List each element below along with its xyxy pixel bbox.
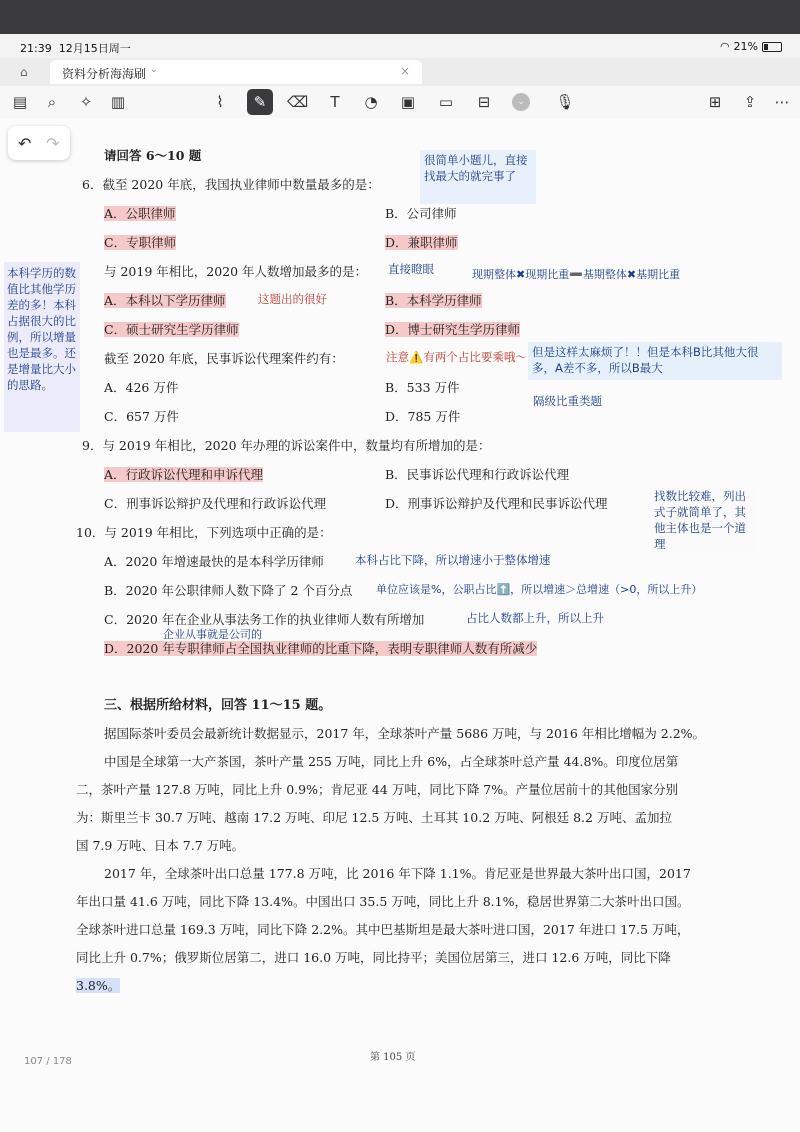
q7-option-a: A．本科以下学历律师 <box>104 293 226 308</box>
sticky-note-icon[interactable]: ▭ <box>438 93 454 111</box>
q9-option-d: D．刑事诉讼辩护及代理和民事诉讼代理 <box>385 496 608 511</box>
shapes-icon[interactable]: ◔ <box>364 93 378 111</box>
q7-option-c: C．硕士研究生学历律师 <box>104 322 239 337</box>
q8-option-c: C．657 万件 <box>104 409 179 424</box>
q9-stem: 9．与 2019 年相比，2020 年办理的诉讼案件中，数量均有所增加的是： <box>82 438 491 453</box>
para-line-8: 全球茶叶进口总量 169.3 万吨，同比下降 2.2%。其中巴基斯坦是最大茶叶进口国，2017 年进口 17.5 万吨， <box>76 922 690 937</box>
note-obvious[interactable]: 这题出的很好 <box>258 292 327 306</box>
tab-title: 资料分析海海刷 <box>62 67 147 81</box>
para-line-3: 二，茶叶产量 127.8 万吨，同比上升 0.9%；肯尼亚 44 万吨，同比下降 7%。产量位居前十的其他国家分别 <box>76 782 679 797</box>
share-icon[interactable]: ⇪ <box>743 93 757 111</box>
q8-option-a: A．426 万件 <box>104 380 179 395</box>
note-bigdiff[interactable]: 找数比较难，列出式子就简单了，其他主体也是一个道理 <box>652 486 756 552</box>
para-line-7: 年出口量 41.6 万吨，同比下降 13.4%。中国出口 35.5 万吨，同比上升 8.1%，稳居世界第二大茶叶出口国。 <box>76 894 690 909</box>
sticky-note-icon-2[interactable]: ⊟ <box>477 93 491 111</box>
para-line-10: 3.8%。 <box>76 978 121 993</box>
q9-option-b: B．民事诉讼代理和行政诉讼代理 <box>385 467 570 482</box>
q10-stem: 10．与 2019 年相比，下列选项中正确的是： <box>76 525 332 540</box>
undo-redo-control <box>8 126 70 160</box>
section-title: 请回答 6～10 题 <box>104 148 202 163</box>
q6-stem: 6．截至 2020 年底，我国执业律师中数量最多的是： <box>82 177 380 192</box>
note-formula[interactable]: 现期整体✖现期比重➖基期整体✖基期比重 <box>472 268 681 281</box>
toolbar <box>0 86 800 119</box>
q7-stem: 与 2019 年相比，2020 年人数增加最多的是： <box>104 264 368 279</box>
sidebar-icon[interactable]: ▤ <box>12 93 28 111</box>
para-line-5: 国 7.9 万吨、日本 7.7 万吨。 <box>76 838 245 853</box>
q7-option-d: D．博士研究生学历律师 <box>385 322 521 337</box>
para-line-9: 同比上升 0.7%；俄罗斯位居第二，进口 16.0 万吨，同比持平；美国位居第三，进口 12.6 万吨，同比下降 <box>76 950 671 965</box>
status-time: 21:39 12月15日周一 <box>20 42 131 55</box>
para-line-4: 为：斯里兰卡 30.7 万吨、越南 17.2 万吨、印尼 12.5 万吨、土耳其 10.2 万吨、阿根廷 8.2 万吨、孟加拉 <box>76 810 672 825</box>
q6-option-b: B．公司律师 <box>385 206 457 221</box>
more-chevron-icon[interactable]: ⌄ <box>512 93 530 111</box>
para-line-2: 中国是全球第一大产茶国，茶叶产量 255 万吨，同比上升 6%，占全球茶叶总产量 44.8%。印度位居第 <box>104 754 679 769</box>
more-icon[interactable]: ⋯ <box>774 93 790 111</box>
image-icon[interactable]: ▣ <box>400 93 416 111</box>
para-line-1: 据国际茶叶委员会最新统计数据显示，2017 年，全球茶叶产量 5686 万吨，与 2016 年相比增幅为 2.2%。 <box>104 726 706 741</box>
chevron-down-icon[interactable]: ⌄ <box>150 65 158 75</box>
q10-option-d: D．2020 年专职律师占全国执业律师的比重下降，表明专职律师人数有所减少 <box>104 641 538 656</box>
note-10b[interactable]: 单位应该是%，公职占比⬆️，所以增速＞总增速（>0，所以上升） <box>376 583 703 596</box>
q10-option-a: A．2020 年增速最快的是本科学历律师 <box>104 554 324 569</box>
tab-bar <box>0 58 800 86</box>
document-page[interactable] <box>0 118 800 1132</box>
q9-option-c: C．刑事诉讼辩护及代理和行政诉讼代理 <box>104 496 327 511</box>
note-simple[interactable]: 很简单小题儿，直接找最大的就完事了 <box>420 150 536 204</box>
status-bar <box>0 34 800 58</box>
q6-option-c: C．专职律师 <box>104 235 177 250</box>
microphone-icon[interactable]: 🎙 <box>555 93 575 111</box>
sparkle-icon[interactable]: ✧ <box>79 93 93 111</box>
battery-indicator: ◠ 21% <box>720 40 782 53</box>
tab-document[interactable] <box>50 60 422 84</box>
note-10c-2[interactable]: 企业从事就是公司的 <box>163 628 262 641</box>
page-number: 第 105 页 <box>370 1052 416 1063</box>
note-trouble[interactable]: 但是这样太麻烦了！！但是本科B比其他大很多，A差不多，所以B最大 <box>528 342 782 380</box>
search-icon[interactable]: ⌕ <box>47 93 57 111</box>
page-count: 107 / 178 <box>24 1056 72 1067</box>
note-gap[interactable]: 隔级比重类题 <box>533 394 602 408</box>
q10-option-b: B．2020 年公职律师人数下降了 2 个百分点 <box>104 583 353 598</box>
q6-option-d: D．兼职律师 <box>385 235 458 250</box>
note-direct[interactable]: 直接瞪眼 <box>388 262 434 276</box>
redo-icon[interactable]: ↷ <box>46 134 60 153</box>
note-10a[interactable]: 本科占比下降，所以增速小于整体增速 <box>355 553 551 567</box>
battery-icon <box>762 42 782 52</box>
q10-option-c: C．2020 年在企业从事法务工作的执业律师人数有所增加 <box>104 612 425 627</box>
home-icon[interactable]: ⌂ <box>20 65 28 79</box>
close-icon[interactable]: × <box>399 64 410 78</box>
q6-option-a: A．公职律师 <box>104 206 176 221</box>
note-10c[interactable]: 占比人数都上升，所以上升 <box>466 611 604 625</box>
q8-option-b: B．533 万件 <box>385 380 460 395</box>
pen-icon[interactable]: ✎ <box>247 89 273 115</box>
section3-title: 三、根据所给材料，回答 11～15 题。 <box>104 698 332 713</box>
undo-icon[interactable]: ↶ <box>18 134 32 153</box>
q8-stem: 截至 2020 年底，民事诉讼代理案件约有： <box>104 351 344 366</box>
wifi-icon: ◠ <box>719 40 730 53</box>
add-page-icon[interactable]: ⊞ <box>708 93 722 111</box>
note-left[interactable]: 本科学历的数值比其他学历差的多！本科占据很大的比例，所以增量也是最多。还是增量比大小的思路。 <box>4 262 80 432</box>
q7-option-b: B．本科学历律师 <box>385 293 482 308</box>
q9-option-a: A．行政诉讼代理和申诉代理 <box>104 467 264 482</box>
note-attention[interactable]: 注意⚠️有两个占比要乘哦～ <box>386 350 527 364</box>
eraser-icon[interactable]: ⌫ <box>287 93 309 111</box>
q8-option-d: D．785 万件 <box>385 409 461 424</box>
para-line-6: 2017 年，全球茶叶出口总量 177.8 万吨，比 2016 年下降 1.1%。肯尼亚是世界最大茶叶出口国，2017 <box>104 866 691 881</box>
textbox-icon[interactable]: T <box>330 93 340 111</box>
lasso-icon[interactable]: ⌇ <box>216 93 224 111</box>
document-icon[interactable]: ▥ <box>110 93 126 111</box>
